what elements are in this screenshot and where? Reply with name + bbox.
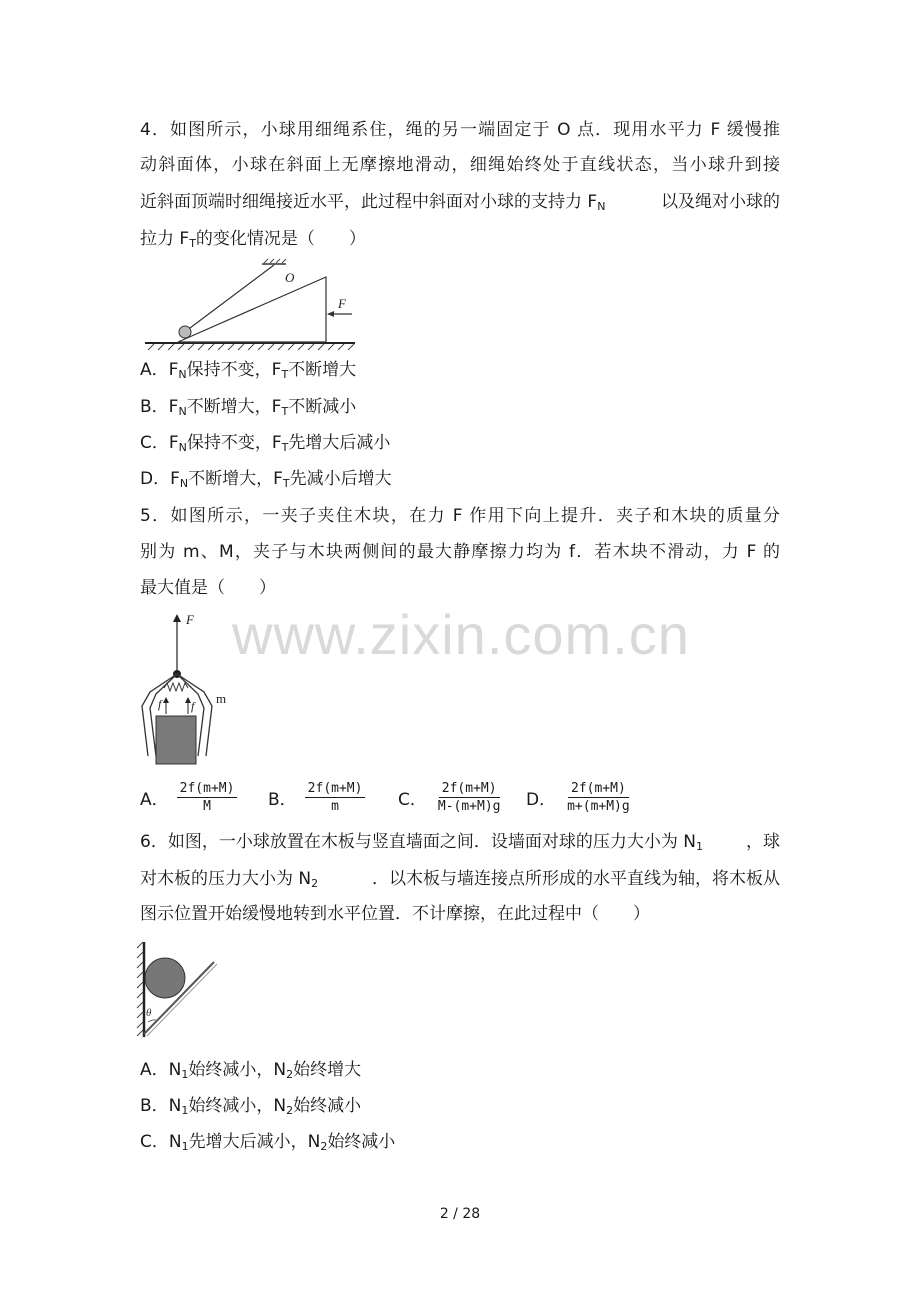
- q4-option-a: [140, 358, 356, 382]
- q4-option-text: 不断增大，F: [186, 397, 282, 417]
- watermark: www.zixin.com.cn: [232, 603, 690, 666]
- q4-option-sub: N: [178, 405, 187, 418]
- q4-line-1: 4．如图所示，小球用细绳系住，绳的另一端固定于 O 点．现用水平力 F 缓慢推: [140, 120, 780, 140]
- q6-option-sub: 1: [181, 1068, 189, 1081]
- q4-line-3: [140, 190, 780, 214]
- q4-option-sub: N: [178, 441, 187, 454]
- q6-option-sub: 2: [286, 1068, 294, 1081]
- q4-line-3-end: 以及绳对小球的: [661, 192, 780, 212]
- q4-option-text: 不断增大，F: [188, 469, 283, 489]
- q4-option-text: F: [168, 397, 179, 417]
- q6-option-letter: A．: [140, 1060, 169, 1080]
- q4-option-text: F: [168, 360, 179, 380]
- q6-option-c: [140, 1130, 395, 1154]
- q5-option-b: [268, 772, 365, 822]
- q5-option-d: [526, 772, 633, 822]
- q5-option-letter: A．: [140, 789, 169, 810]
- q6-line-3: 图示位置开始缓慢地转到水平位置．不计摩擦，在此过程中（ ）: [140, 904, 650, 924]
- q5-fig-f1-label: f: [158, 697, 162, 711]
- q4-option-sub: T: [282, 477, 290, 490]
- q6-line-1-b: ，球: [746, 832, 780, 852]
- q4-option-text: F: [170, 469, 180, 489]
- q4-line-4-b: 的变化情况是（ ）: [195, 229, 366, 249]
- q4-option-text: 不断增大: [288, 360, 357, 380]
- q4-fig-o-label: O: [285, 270, 295, 285]
- q6-option-sub: 1: [181, 1104, 189, 1117]
- q6-option-letter: B．: [140, 1096, 169, 1116]
- q6-line-2-b: ．以木板与墙连接点所形成的水平直线为轴，将木板从: [372, 869, 780, 889]
- q5-fig-f2-label: f: [191, 699, 195, 713]
- q6-option-a: [140, 1058, 361, 1082]
- q4-option-text: F: [168, 433, 179, 453]
- q6-option-text: 始终减小: [293, 1096, 362, 1116]
- q6-fig-theta-label: θ: [146, 1007, 152, 1019]
- q6-option-text: N: [168, 1096, 182, 1116]
- q6-option-letter: C．: [140, 1132, 169, 1152]
- fraction: [177, 780, 238, 815]
- q6-option-sub: 1: [181, 1140, 189, 1153]
- q4-option-text: 保持不变，F: [186, 360, 282, 380]
- fraction-numerator: 2f(m+M): [439, 780, 500, 798]
- q6-option-text: 始终减小，N: [188, 1060, 287, 1080]
- q4-option-text: 不断减小: [288, 397, 357, 417]
- fraction-denominator: M-(m+M)g: [437, 798, 501, 814]
- q4-option-sub: T: [281, 441, 289, 454]
- fraction: [435, 780, 504, 815]
- q4-option-sub: T: [281, 368, 289, 381]
- q4-line-3-sub: N: [597, 200, 606, 213]
- q5-line-1: 5．如图所示，一夹子夹住木块，在力 F 作用下向上提升．夹子和木块的质量分: [140, 506, 780, 526]
- q4-option-text: 先减小后增大: [289, 469, 392, 489]
- q5-figure-clamp: [134, 608, 244, 768]
- q4-option-letter: A．: [140, 360, 169, 380]
- q6-line-2-a: 对木板的压力大小为 N: [140, 869, 312, 889]
- q6-option-text: N: [168, 1060, 182, 1080]
- q6-option-text: 先增大后减小，N: [188, 1132, 321, 1152]
- q5-line-3: 最大值是（ ）: [140, 578, 276, 598]
- q5-option-letter: D．: [526, 789, 557, 810]
- q4-line-4-sub: T: [189, 237, 196, 250]
- q4-line-4: [140, 227, 366, 251]
- q6-option-b: [140, 1094, 361, 1118]
- q5-options: [140, 772, 660, 822]
- q4-line-4-a: 拉力 F: [140, 229, 190, 249]
- q5-option-letter: B．: [268, 789, 297, 810]
- q5-line-2: 别为 m、M，夹子与木块两侧间的最大静摩擦力均为 f．若木块不滑动，力 F 的: [140, 542, 780, 562]
- q4-option-c: [140, 431, 390, 455]
- q4-option-letter: C．: [140, 433, 169, 453]
- q4-option-d: [140, 467, 392, 491]
- q6-line-1-sub: 1: [695, 840, 703, 853]
- q5-option-letter: C．: [398, 789, 427, 810]
- q6-option-text: 始终减小，N: [188, 1096, 287, 1116]
- q4-line-3-text: 近斜面顶端时细绳接近水平，此过程中斜面对小球的支持力 F: [140, 192, 598, 212]
- q4-option-text: 先增大后减小: [288, 433, 391, 453]
- q4-option-letter: D．: [140, 469, 171, 489]
- q6-figure-wall-ball: [134, 940, 224, 1040]
- q5-fig-m-label: m: [216, 691, 227, 706]
- q6-line-2: [140, 867, 780, 891]
- q4-fig-f-label: F: [338, 296, 346, 311]
- q6-option-text: 始终增大: [293, 1060, 362, 1080]
- q4-option-sub: N: [179, 477, 189, 490]
- q6-option-sub: 2: [320, 1140, 328, 1153]
- q4-line-2: 动斜面体，小球在斜面上无摩擦地滑动，细绳始终处于直线状态，当小球升到接: [140, 155, 780, 175]
- q4-option-sub: N: [178, 368, 187, 381]
- q4-option-text: 保持不变，F: [186, 433, 282, 453]
- fraction-numerator: 2f(m+M): [305, 780, 366, 798]
- fraction-denominator: m: [331, 798, 339, 814]
- fraction-numerator: 2f(m+M): [568, 780, 629, 798]
- q4-option-letter: B．: [140, 397, 169, 417]
- q6-line-1: [140, 830, 780, 854]
- q4-figure-incline: [140, 258, 360, 352]
- q6-option-text: N: [168, 1132, 182, 1152]
- fraction-denominator: M: [203, 798, 211, 814]
- q5-option-a: [140, 772, 237, 822]
- q5-fig-f-label: F: [186, 612, 194, 627]
- fraction-denominator: m+(m+M)g: [567, 798, 630, 814]
- fraction-numerator: 2f(m+M): [177, 780, 238, 798]
- q5-option-c: [398, 772, 504, 822]
- q6-option-sub: 2: [286, 1104, 294, 1117]
- q4-option-sub: T: [281, 405, 289, 418]
- fraction: [305, 780, 366, 815]
- q4-option-b: [140, 395, 356, 419]
- q6-line-1-a: 6．如图，一小球放置在木板与竖直墙面之间．设墙面对球的压力大小为 N: [140, 832, 696, 852]
- q6-option-text: 始终减小: [327, 1132, 396, 1152]
- fraction: [564, 780, 633, 815]
- q6-line-2-sub: 2: [311, 877, 319, 890]
- page-number: 2 / 28: [439, 1206, 481, 1222]
